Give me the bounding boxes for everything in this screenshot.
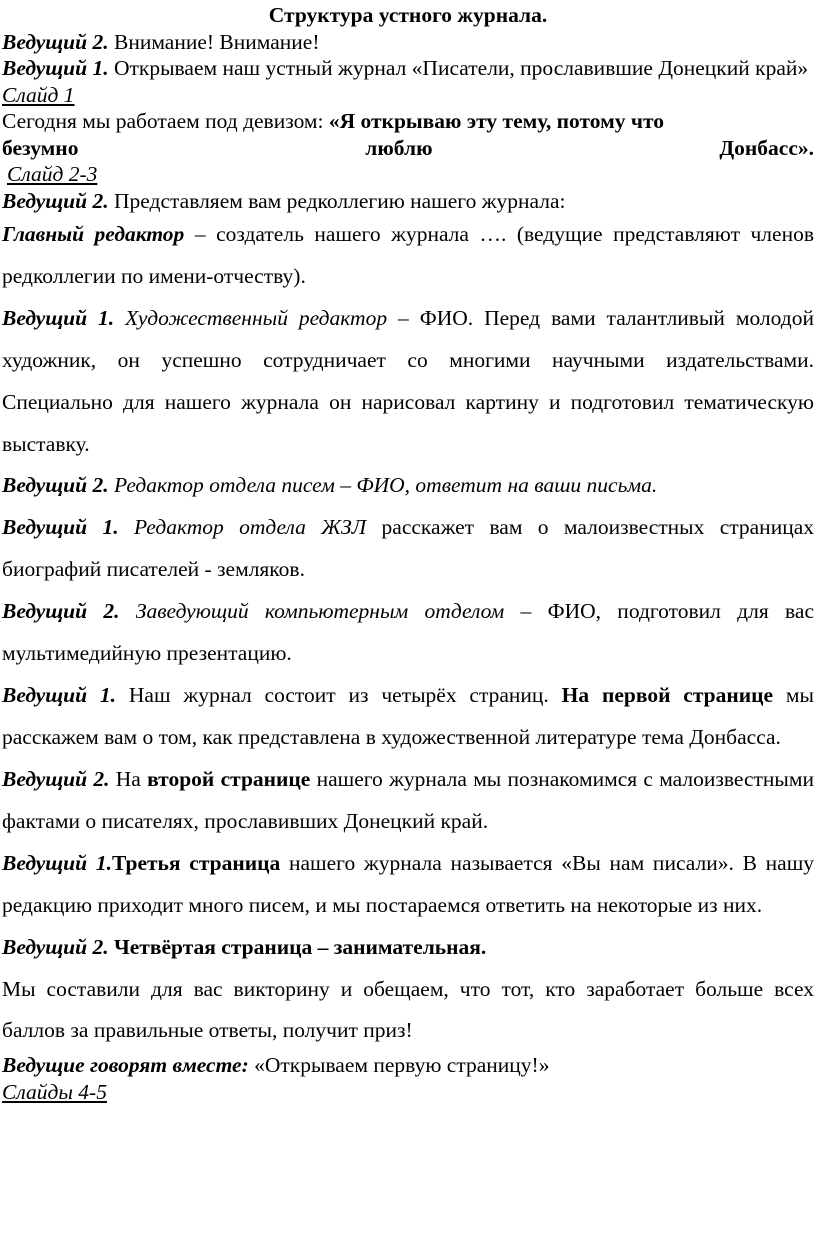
paragraph-text: – ФИО, подготовил для вас мультимедийную презентацию. (2, 599, 814, 666)
speaker-label: Ведущий 1. (2, 850, 112, 875)
speaker-label: Ведущий 2. (2, 599, 120, 624)
slide-marker-1 (2, 82, 814, 108)
paragraph-text: Наш журнал состоит из четырёх страниц. (116, 683, 562, 708)
slide-label: Слайд 2-3 (7, 162, 98, 187)
paragraph-text: «Открываем первую страницу!» (248, 1053, 550, 1078)
paragraph-text: На (109, 766, 148, 791)
motto-text: безумно люблю Донбасс». (2, 135, 814, 160)
paragraph-text: Внимание! Внимание! (108, 29, 320, 54)
paragraph-page-four (2, 927, 814, 969)
document-title: Структура устного журнала. (268, 3, 548, 27)
bold-text: Четвёртая страница – занимательная. (108, 934, 487, 959)
paragraph-together (2, 1052, 814, 1078)
speaker-label: Ведущий 1. (2, 56, 109, 81)
paragraph-page-three (2, 843, 814, 927)
speaker-label: Ведущий 1. (2, 305, 115, 330)
paragraph-zhzl-editor (2, 507, 814, 591)
bold-text: На первой странице (561, 683, 774, 708)
speaker-label: Ведущий 2. (2, 934, 109, 959)
paragraph-text: Открываем наш устный журнал «Писатели, прославившие Донецкий край» (108, 56, 809, 81)
slide-marker-3 (2, 1079, 814, 1105)
speaker-label: Ведущий 2. (2, 473, 109, 498)
slide-label: Слайд 1 (2, 82, 75, 107)
speaker-label: Ведущие говорят вместе: (2, 1053, 249, 1078)
role-label: Редактор отдела писем – ФИО, ответит на ваши письма. (108, 473, 658, 498)
paragraph-motto-cont (2, 135, 814, 161)
paragraph-motto (2, 108, 814, 134)
role-label: Редактор отдела ЖЗЛ (118, 515, 367, 540)
speaker-label: Ведущий 1. (2, 515, 119, 540)
speaker-label: Ведущий 2. (2, 29, 109, 54)
bold-text: второй странице (147, 766, 311, 791)
role-label: Заведующий компьютерным отделом (119, 599, 505, 624)
paragraph-computer-dept (2, 591, 814, 675)
speaker-label: Ведущий 1. (2, 683, 117, 708)
bold-text: Третья страница (111, 850, 281, 875)
motto-text: «Я открываю эту тему, потому что (328, 109, 665, 134)
paragraph-text: Представляем вам редколлегию нашего журнала: (108, 188, 566, 213)
role-label: Главный редактор (2, 221, 185, 246)
role-label: Художественный редактор (114, 305, 388, 330)
paragraph-text: – создатель нашего журнала …. (ведущие представляют членов редколлегии по имени-отчеству). (2, 221, 814, 288)
paragraph-opening (2, 55, 814, 81)
paragraph-letters-editor (2, 465, 814, 507)
paragraph-text: Мы составили для вас викторину и обещаем, что тот, кто заработает больше всех баллов за правильные ответы, получит приз! (2, 976, 814, 1043)
speaker-label: Ведущий 2. (2, 766, 110, 791)
paragraph-text: Сегодня мы работаем под девизом: (2, 109, 329, 134)
paragraph-text: расскажет вам о малоизвестных страницах биографий писателей - земляков. (2, 515, 814, 582)
paragraph-chief-editor (2, 214, 814, 298)
slide-marker-2 (2, 161, 814, 187)
paragraph-text: нашего журнала мы познакомимся с малоизвестными фактами о писателях, прославивших Донецкий край. (2, 766, 814, 833)
slide-label: Слайды 4-5 (2, 1079, 107, 1104)
paragraph-text: нашего журнала называется «Вы нам писали». В нашу редакцию приходит много писем, и мы постараемся ответить на некоторые из них. (2, 850, 814, 917)
paragraph-text: мы расскажем вам о том, как представлена в художественной литературе тема Донбасса. (2, 683, 814, 749)
paragraph-attention (2, 29, 814, 55)
paragraph-editorial (2, 188, 814, 214)
paragraph-art-editor (2, 298, 814, 466)
paragraph-text: – ФИО. Перед вами талантливый молодой художник, он успешно сотрудничает со многими научными издательствами. Специально для нашего журнала он нарисовал картину и подготовил тематическую выставку. (2, 305, 814, 456)
paragraph-page-two (2, 759, 814, 843)
speaker-label: Ведущий 2. (2, 188, 109, 213)
paragraph-quiz (2, 969, 814, 1053)
paragraph-page-one (2, 675, 814, 759)
